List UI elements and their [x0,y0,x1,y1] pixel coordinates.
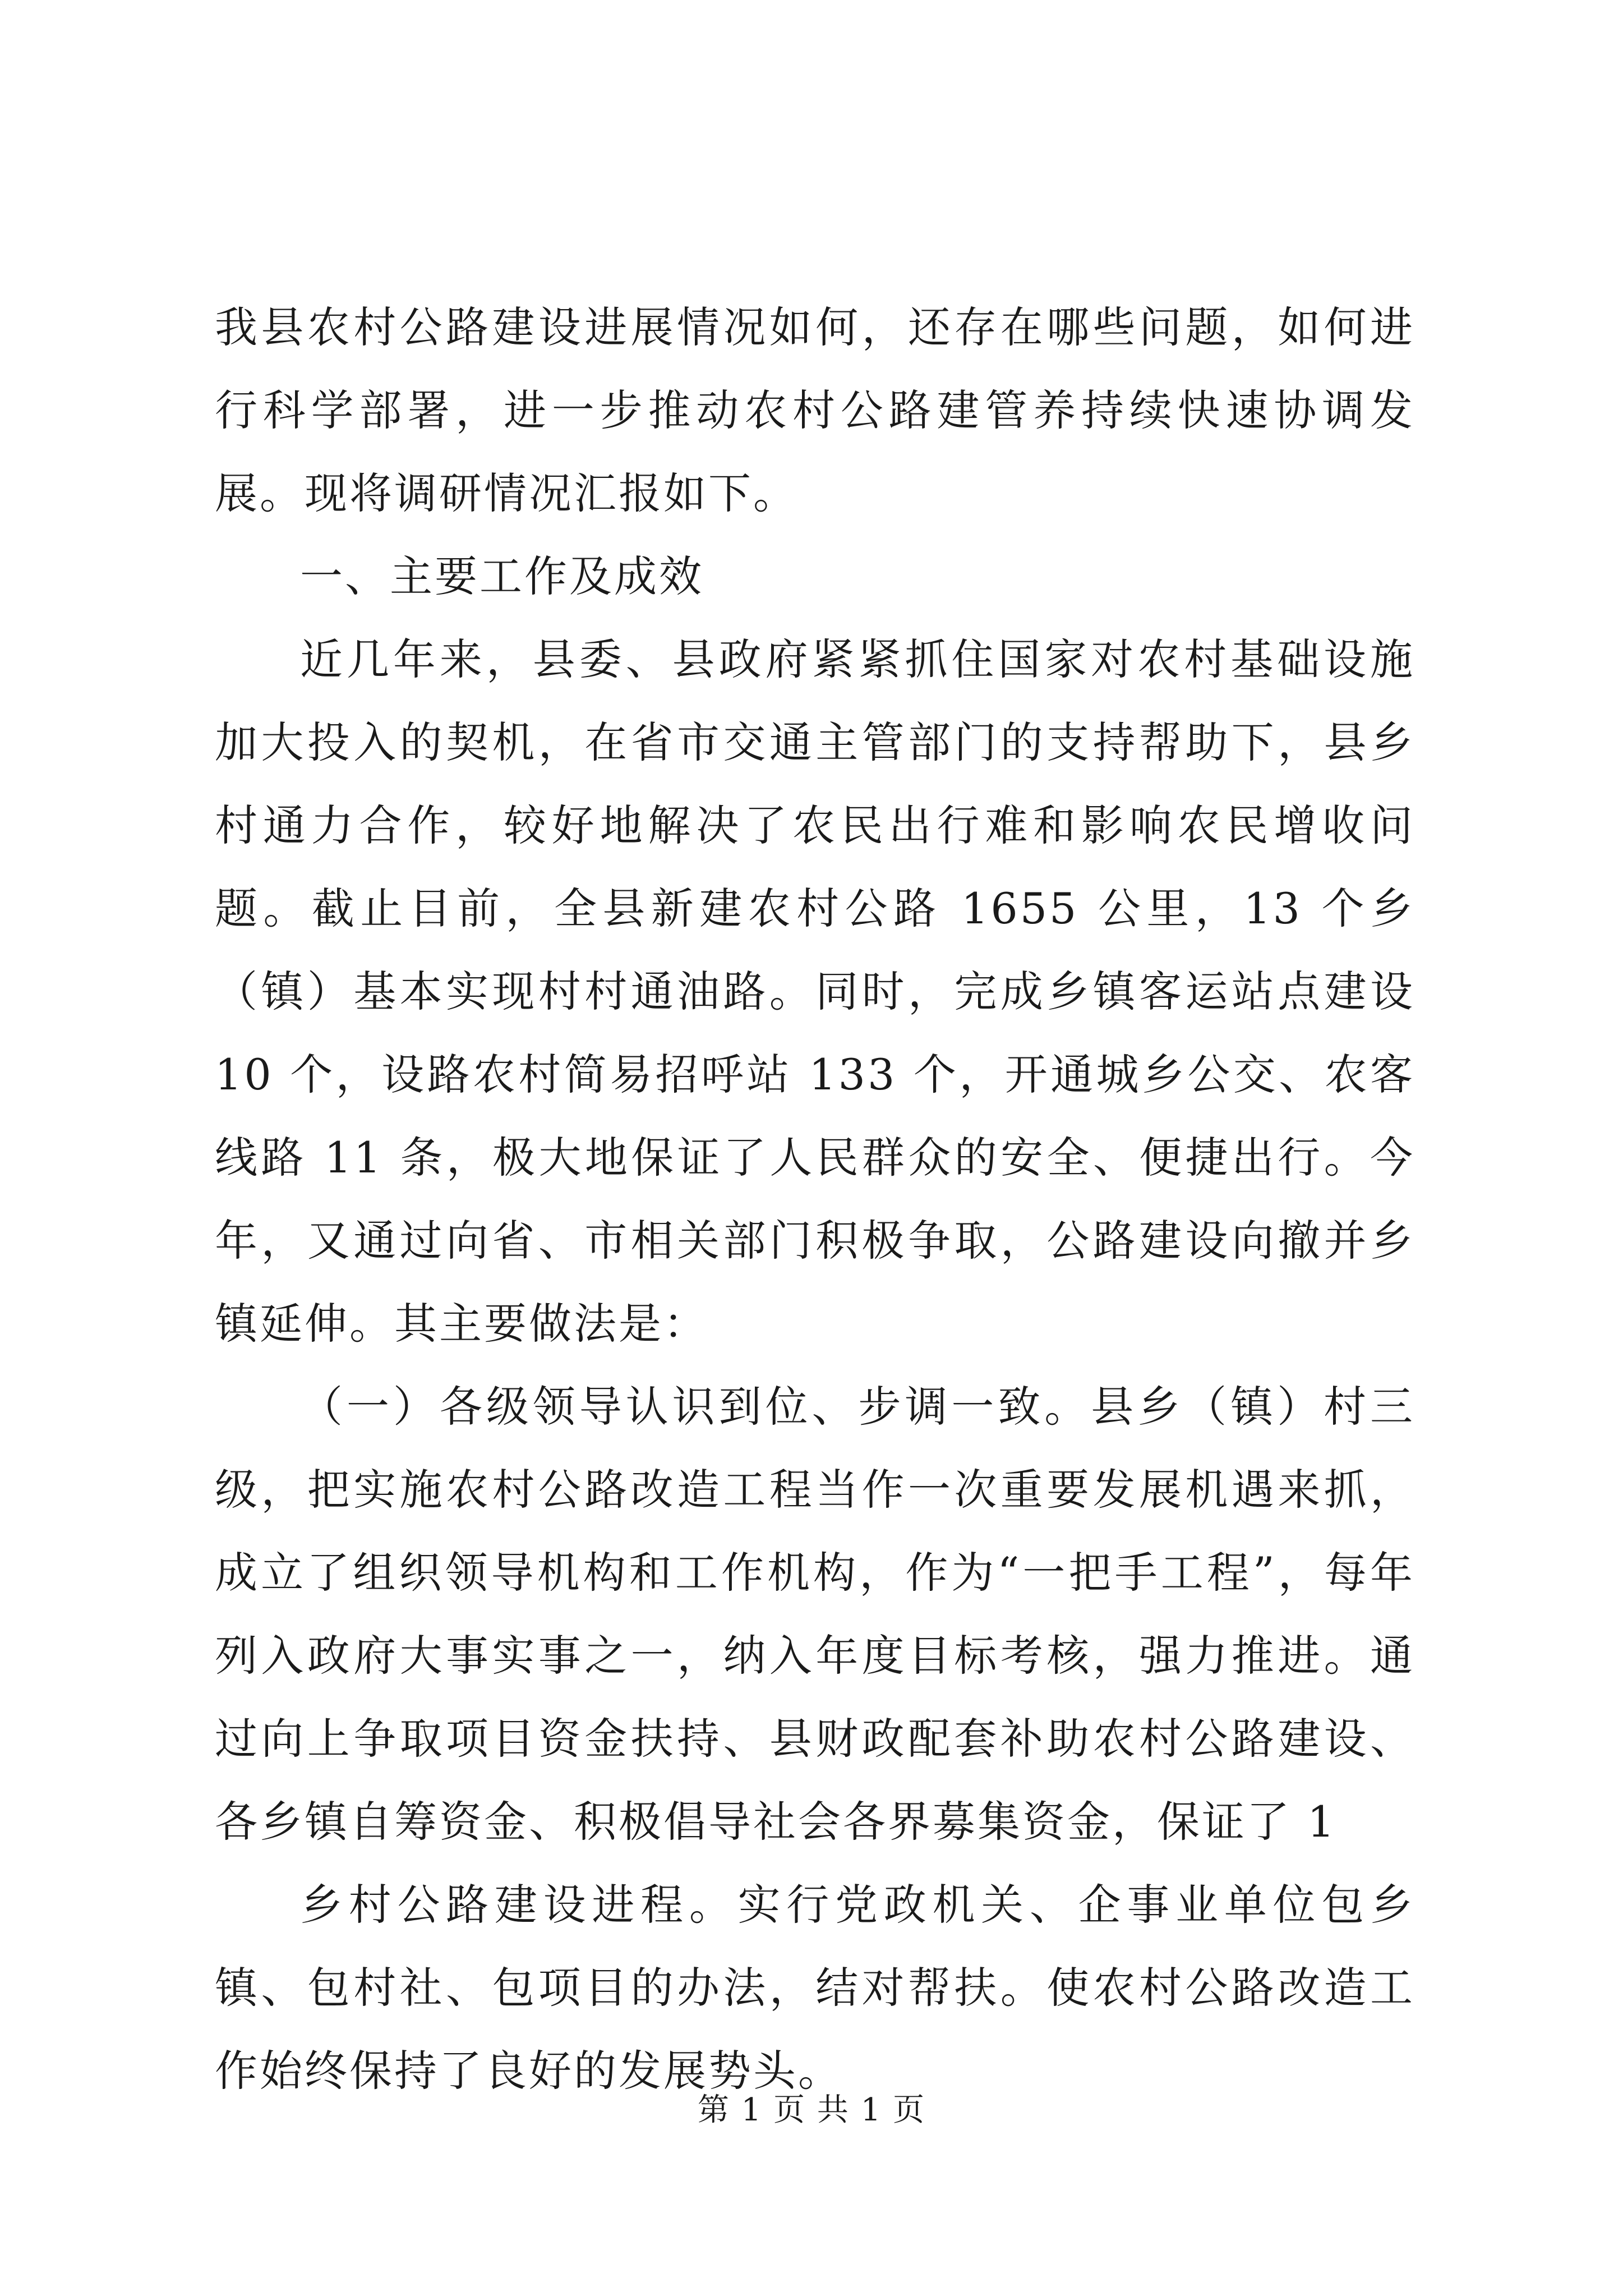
section-heading: 一、主要工作及成效 [300,551,704,601]
paragraph-leadership: （一）各级领导认识到位、步调一致。县乡（镇）村三级，把实施农村公路改造工程当作一次重要发展机遇来抓，成立了组织领导机构和工作机构，作为“一把手工程”，每年列入政府大事实事之一，纳入年度目标考核，强力推进。通过向上争取项目资金扶持、县财政配套补助农村公路建设、各乡镇自筹资金、积极倡导社会各界募集资金，保证了 1 [215,1382,1415,1847]
paragraph-intro: 我县农村公路建设进展情况如何，还存在哪些问题，如何进行科学部署，进一步推动农村公路建管养持续快速协调发展。现将调研情况汇报如下。 [215,302,1415,518]
paragraph-progress: 乡村公路建设进程。实行党政机关、企事业单位包乡镇、包村社、包项目的办法，结对帮扶。使农村公路改造工作始终保持了良好的发展势头。 [215,1880,1415,2096]
page-footer: 第 1 页 共 1 页 [697,2092,926,2128]
document-body [215,286,1415,2113]
paragraph-achievements: 近几年来，县委、县政府紧紧抓住国家对农村基础设施加大投入的契机，在省市交通主管部门的支持帮助下，县乡村通力合作，较好地解决了农民出行难和影响农民增收问题。截止目前，全县新建农村公路 1655 公里，13 个乡（镇）基本实现村村通油路。同时，完成乡镇客运站点建设 10 个，设路农村简易招呼站 133 个，开通城乡公交、农客线路 11 条，极大地保证了人民群众的安全、便捷出行。今年，又通过向省、市相关部门积极争取，公路建设向撤并乡镇延伸。其主要做法是： [215,634,1415,1349]
